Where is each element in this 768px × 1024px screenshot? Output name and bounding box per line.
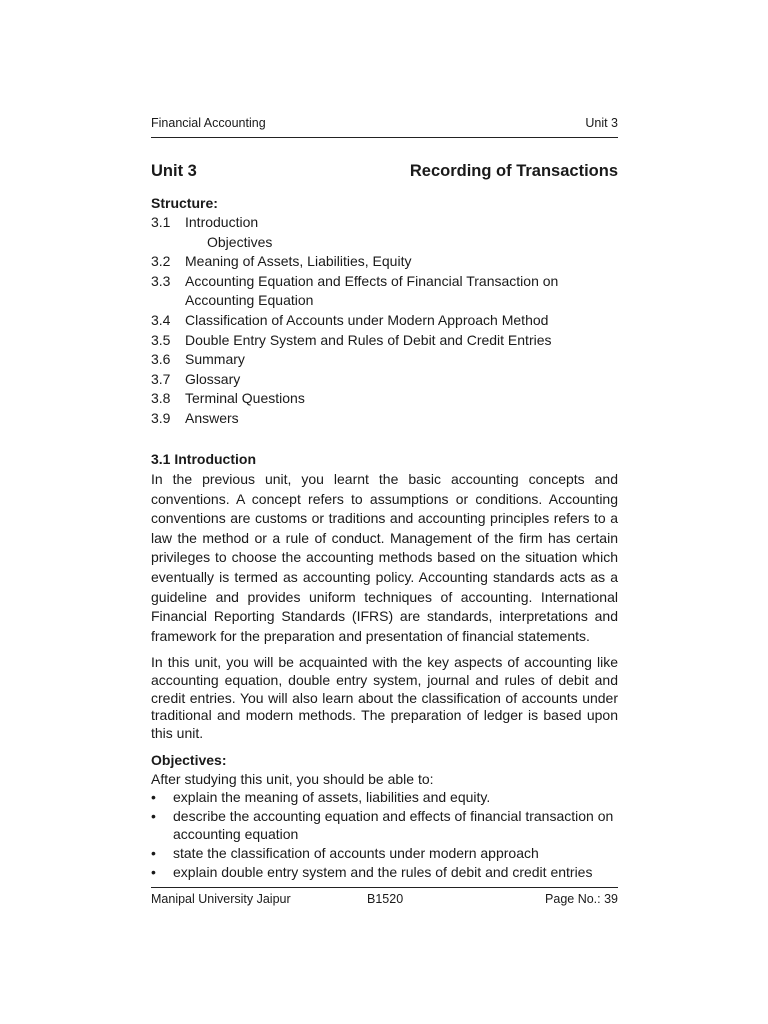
toc-number: 3.9 — [151, 409, 171, 426]
introduction-paragraph-1: In the previous unit, you learnt the basic accounting concepts and conventions. A concept refers to assumptions or conditions. Accounting conventions are customs or traditions and accounting principles refers to a law the method or a rule of conduct. Management of the firm has certain privileges to choose the accounting methods based on the situation which eventually is termed as accounting policy. Accounting standards acts as a guideline and provides uniform techniques of accounting. International Financial Reporting Standards (IFRS) are standards, interpretations and framework for the preparation and presentation of financial statements. — [151, 471, 618, 644]
footer-divider — [151, 887, 618, 888]
objectives-heading: Objectives: — [151, 752, 227, 769]
objectives-list — [151, 788, 618, 881]
bullet-icon: • — [151, 864, 156, 881]
toc-item — [151, 252, 618, 272]
objective-text: explain double entry system and the rules of debit and credit entries — [173, 864, 593, 881]
toc-text: Introduction — [185, 214, 259, 230]
objectives-intro: After studying this unit, you should be able to: — [151, 771, 434, 788]
toc-item — [151, 409, 618, 429]
toc-subitem: Objectives — [207, 233, 273, 250]
toc-number: 3.3 — [151, 272, 171, 289]
list-item — [151, 844, 618, 862]
structure-list — [151, 195, 618, 429]
section-heading-introduction: 3.1 Introduction — [151, 451, 256, 467]
objective-text: describe the accounting equation and effects of financial transaction on accounting equation — [173, 808, 614, 843]
toc-number: 3.2 — [151, 253, 171, 270]
structure-heading: Structure: — [151, 195, 218, 211]
objective-text: explain the meaning of assets, liabilities and equity. — [173, 789, 491, 806]
main-content — [151, 450, 618, 882]
list-item — [151, 863, 618, 881]
toc-item — [151, 331, 618, 351]
toc-number: 3.7 — [151, 370, 171, 387]
toc-text: Answers — [185, 409, 239, 426]
toc-text: Glossary — [185, 370, 241, 387]
unit-title — [151, 162, 618, 181]
toc-number: 3.1 — [151, 214, 171, 230]
toc-item — [151, 311, 618, 331]
toc-text: Meaning of Assets, Liabilities, Equity — [185, 253, 412, 270]
footer-university: Manipal University Jaipur — [151, 892, 291, 906]
header-unit-label: Unit 3 — [585, 116, 618, 130]
toc-number: 3.8 — [151, 390, 171, 407]
toc-item — [151, 272, 618, 311]
introduction-paragraph-2: In this unit, you will be acquainted with the key aspects of accounting like accounting equation, double entry system, journal and rules of debit and credit entries. You will also learn about the classification of accounts under traditional and modern methods. The preparation of ledger is based upon this unit. — [151, 654, 618, 741]
footer-page-number: Page No.: 39 — [545, 892, 618, 906]
unit-name: Recording of Transactions — [409, 162, 618, 180]
toc-number: 3.6 — [151, 351, 171, 368]
toc-item — [151, 350, 618, 370]
toc-text: Summary — [185, 351, 245, 368]
objective-text: state the classification of accounts under modern approach — [173, 845, 539, 862]
running-header — [151, 116, 618, 130]
bullet-icon: • — [151, 808, 156, 825]
toc-item — [151, 370, 618, 390]
list-item — [151, 807, 618, 843]
toc-text: Classification of Accounts under Modern Approach Method — [185, 311, 549, 328]
header-divider — [151, 137, 618, 138]
toc-item — [151, 389, 618, 409]
unit-number: Unit 3 — [151, 162, 197, 180]
running-footer — [151, 892, 618, 906]
toc-number: 3.5 — [151, 331, 171, 348]
document-page — [151, 0, 618, 1024]
footer-course-code: B1520 — [367, 892, 404, 906]
toc-text: Terminal Questions — [185, 390, 305, 407]
bullet-icon: • — [151, 789, 156, 806]
bullet-icon: • — [151, 845, 156, 862]
toc-number: 3.4 — [151, 311, 171, 328]
toc-item — [151, 213, 618, 233]
list-item — [151, 788, 618, 806]
toc-text: Accounting Equation and Effects of Financial Transaction on Accounting Equation — [185, 272, 559, 309]
toc-text: Double Entry System and Rules of Debit and Credit Entries — [185, 331, 552, 348]
header-book-title: Financial Accounting — [151, 116, 266, 130]
